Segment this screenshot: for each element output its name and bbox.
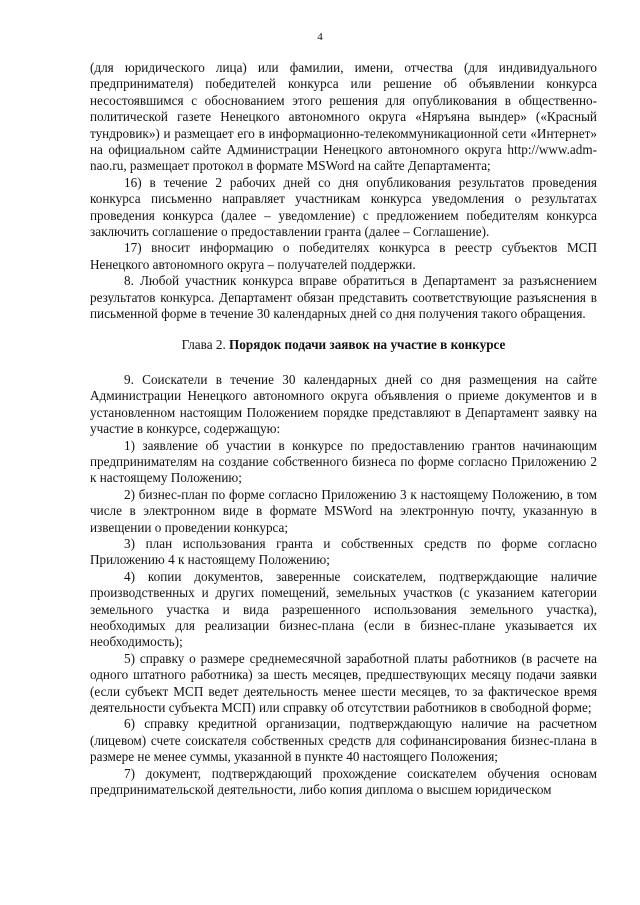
paragraph-subitem-2: 2) бизнес-план по форме согласно Приложению 3 к настоящему Положению, в том числе в электронном виде в формате MSWord на электронную почту, указанную в извещении о проведении конкурса; xyxy=(90,486,597,535)
paragraph-continuation: (для юридического лица) или фамилии, имени, отчества (для индивидуального предпринимателя) победителей конкурса или решение об объявлении конкурса несостоявшимся с обоснованием этого решения для опубликования в общественно-политической газете Ненецкого автономного округа «Няръяна вындер» («Красный тундровик») и размещает его в информационно-телекоммуникационной сети «Интернет» на официальном сайте Администрации Ненецкого автономного округа http://www.adm-nao.ru, размещает протокол в формате MSWord на сайте Департамента; xyxy=(90,60,597,174)
chapter-heading xyxy=(90,337,597,353)
paragraph-clause-8: 8. Любой участник конкурса вправе обратиться в Департамент за разъяснением результатов конкурса. Департамент обязан представить соответствующие разъяснения в письменной форме в течение 30 календарных дней со дня получения такого обращения. xyxy=(90,273,597,322)
paragraph-subitem-6: 6) справку кредитной организации, подтверждающую наличие на расчетном (лицевом) счете соискателя собственных средств для софинансирования бизнес-плана в размере не менее суммы, указанной в пункте 40 настоящего Положения; xyxy=(90,716,597,765)
paragraph-item-16: 16) в течение 2 рабочих дней со дня опубликования результатов проведения конкурса письменно направляет участникам конкурса уведомления о результатах проведения конкурса (далее – уведомление) с предложением победителям конкурса заключить соглашение о предоставлении гранта (далее – Соглашение). xyxy=(90,174,597,240)
paragraph-subitem-7: 7) документ, подтверждающий прохождение соискателем обучения основам предпринимательской деятельности, либо копия диплома о высшем юридическом xyxy=(90,765,597,798)
page-number: 4 xyxy=(317,31,323,43)
chapter-title: Порядок подачи заявок на участие в конкурсе xyxy=(229,336,506,352)
paragraph-subitem-4: 4) копии документов, заверенные соискателем, подтверждающие наличие производственных и других помещений, земельных участков (с указанием категории земельного участка и вида разрешенного использования земельного участка), необходимых для реализации бизнес-плана (если в бизнес-плане указывается их необходимость); xyxy=(90,568,597,650)
document-body xyxy=(90,60,597,798)
paragraph-subitem-3: 3) план использования гранта и собственных средств по форме согласно Приложению 4 к настоящему Положению; xyxy=(90,535,597,568)
paragraph-item-17: 17) вносит информацию о победителях конкурса в реестр субъектов МСП Ненецкого автономного округа – получателей поддержки. xyxy=(90,240,597,272)
chapter-prefix: Глава 2. xyxy=(181,336,226,352)
paragraph-subitem-5: 5) справку о размере среднемесячной заработной платы работников (в расчете на одного штатного работника) за шесть месяцев, предшествующих месяцу подачи заявки (если субъект МСП ведет деятельность менее шести месяцев, то за фактическое время деятельности субъекта МСП) или справку об отсутствии работников в свободной форме; xyxy=(90,650,597,716)
paragraph-clause-9: 9. Соискатели в течение 30 календарных дней со дня размещения на сайте Администрации Ненецкого автономного округа объявления о приеме документов и в установленном настоящим Положением порядке представляют в Департамент заявку на участие в конкурсе, содержащую: xyxy=(90,371,597,437)
paragraph-subitem-1: 1) заявление об участии в конкурсе по предоставлению грантов начинающим предпринимателям на создание собственного бизнеса по форме согласно Приложению 2 к настоящему Положению; xyxy=(90,437,597,486)
